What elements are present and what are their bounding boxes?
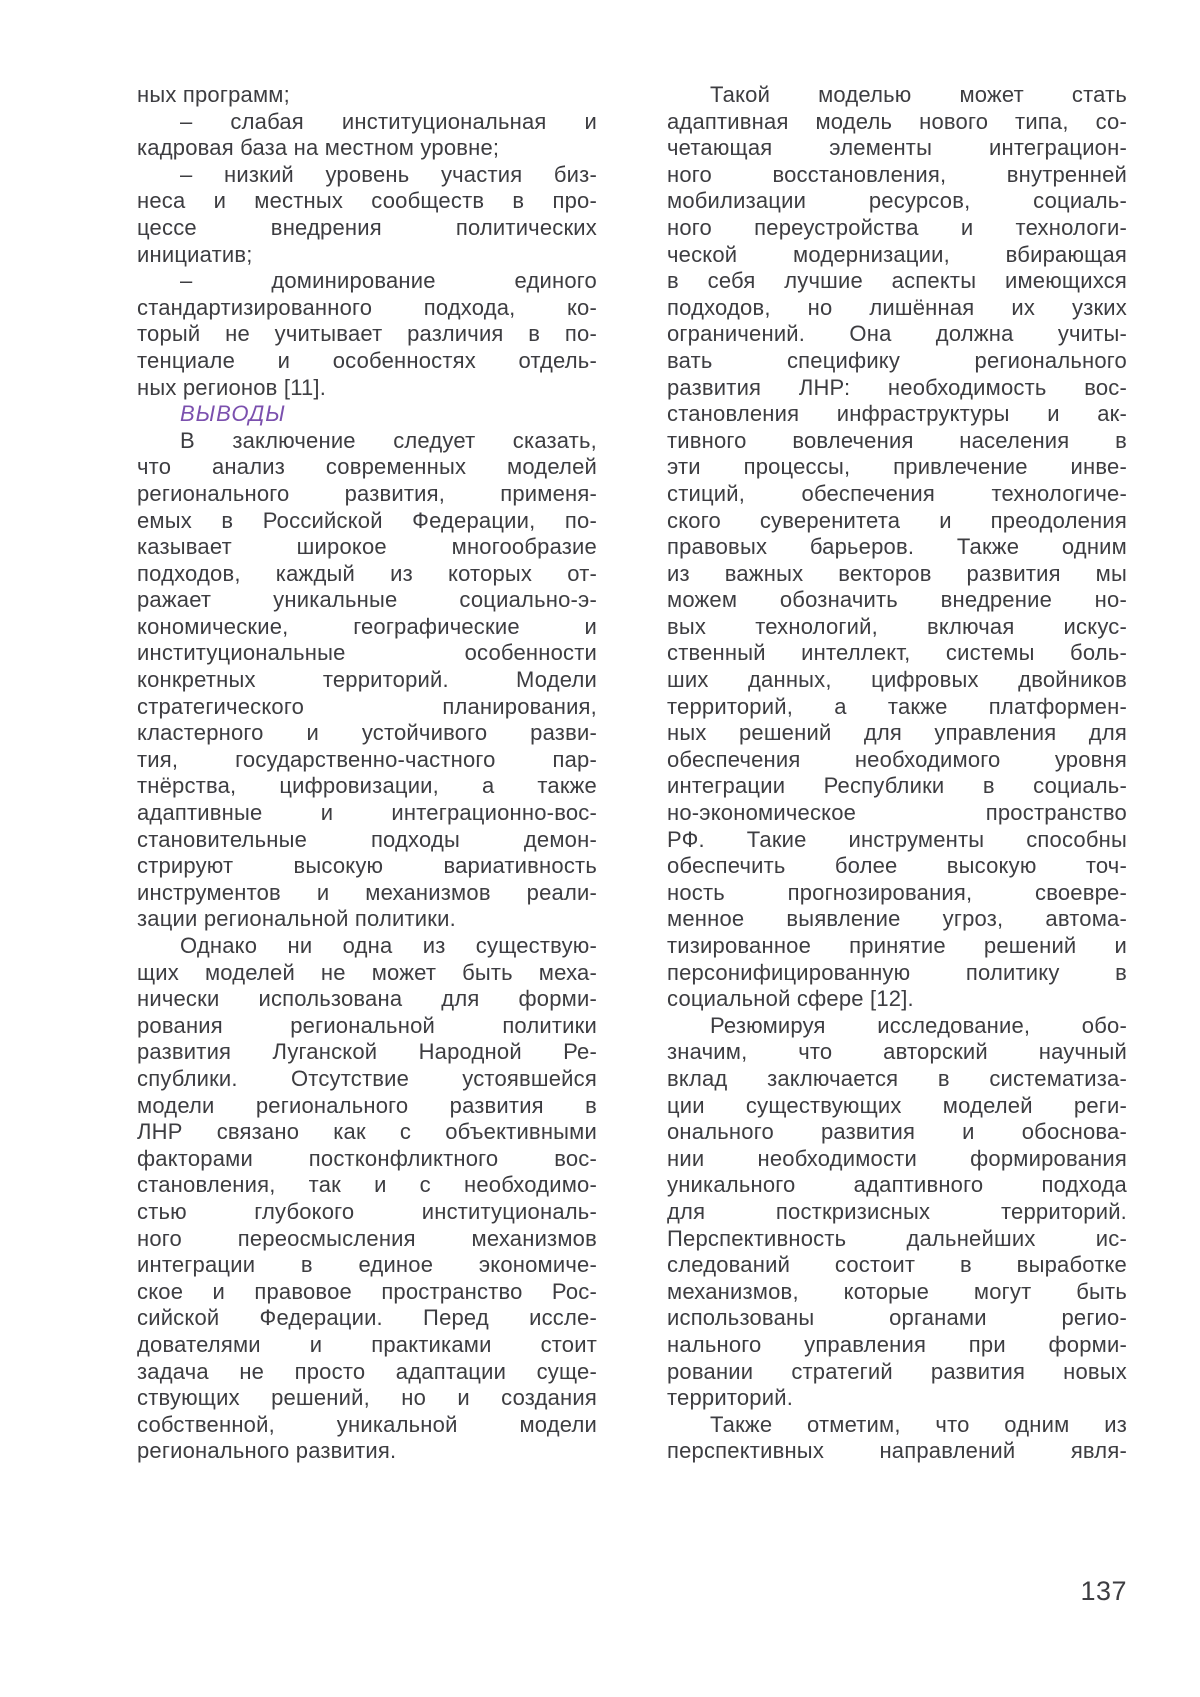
text-line: регионального развития. <box>137 1438 397 1464</box>
text-line: ных решений для управления для <box>667 720 1127 746</box>
text-line: становления, так и с необходимо- <box>137 1172 597 1198</box>
text-line: мобилизации ресурсов, социаль- <box>667 188 1127 214</box>
text-line: ных регионов [11]. <box>137 374 327 400</box>
text-line: уникального адаптивного подхода <box>667 1172 1127 1198</box>
text-line: можем обозначить внедрение но- <box>667 587 1127 613</box>
text-line: четающая элементы интеграцион- <box>667 135 1127 161</box>
text-line: ражает уникальные социально-э- <box>137 587 597 613</box>
text-line: адаптивные и интеграционно-вос- <box>137 800 597 826</box>
text-line: неса и местных сообществ в про- <box>137 188 597 214</box>
text-line: социальной сфере [12]. <box>667 986 914 1012</box>
text-line: становительные подходы демон- <box>137 826 597 852</box>
text-line: ствующих решений, но и создания <box>137 1385 597 1411</box>
text-line: подходов, но лишённая их узких <box>667 294 1127 320</box>
text-line: правовых барьеров. Также одним <box>667 534 1127 560</box>
text-line: Такой моделью может стать <box>710 82 1127 107</box>
text-line: – низкий уровень участия биз- <box>180 161 597 187</box>
text-line: казывает широкое многообразие <box>137 534 597 560</box>
text-line: обеспечить более высокую точ- <box>667 853 1127 879</box>
text-line: кластерного и устойчивого разви- <box>137 720 597 746</box>
text-line: использованы органами регио- <box>667 1305 1127 1331</box>
text-line: из важных векторов развития мы <box>667 560 1127 586</box>
text-line: Также отметим, что одним из <box>710 1411 1127 1437</box>
text-line: стандартизированного подхода, ко- <box>137 294 597 320</box>
text-line: подходов, каждый из которых от- <box>137 560 597 586</box>
text-line: щих моделей не может быть меха- <box>137 959 597 985</box>
text-line: ческой модернизации, вбирающая <box>667 241 1127 267</box>
text-line: институциональные особенности <box>137 640 597 666</box>
text-line: обеспечения необходимого уровня <box>667 746 1127 772</box>
text-line: кономические, географические и <box>137 613 597 639</box>
text-line: стратегического планирования, <box>137 693 597 719</box>
heading-text: ВЫВОДЫ <box>180 401 286 427</box>
text-line: ного переустройства и технологи- <box>667 214 1127 240</box>
text-line: онального развития и обоснова- <box>667 1119 1127 1145</box>
text-line: перспективных направлений явля- <box>667 1438 1127 1464</box>
right-column <box>667 82 1127 1465</box>
text-line: развития ЛНР: необходимость вос- <box>667 374 1127 400</box>
text-line: тенциале и особенностях отдель- <box>137 347 597 373</box>
text-line: ровании стратегий развития новых <box>667 1358 1127 1384</box>
text-line: кадровая база на местном уровне; <box>137 135 500 161</box>
text-line: собственной, уникальной модели <box>137 1411 597 1437</box>
text-line: факторами постконфликтного вос- <box>137 1145 597 1171</box>
text-line: тия, государственно-частного пар- <box>137 746 597 772</box>
text-line: тивного вовлечения населения в <box>667 427 1127 453</box>
text-line: инструментов и механизмов реали- <box>137 879 597 905</box>
text-line: торый не учитывает различия в по- <box>137 321 597 347</box>
text-line: Перспективность дальнейших ис- <box>667 1225 1127 1251</box>
page-number: 137 <box>1080 1576 1127 1606</box>
text-line: ших данных, цифровых двойников <box>667 667 1127 693</box>
text-line: нального управления при форми- <box>667 1331 1127 1357</box>
text-line: развития Луганской Народной Ре- <box>137 1039 597 1065</box>
text-line: ЛНР связано как с объективными <box>137 1119 597 1145</box>
text-line: тизированное принятие решений и <box>667 933 1127 958</box>
text-line: вклад заключается в систематиза- <box>667 1065 1127 1091</box>
text-line: ных программ; <box>137 82 290 107</box>
text-line: ции существующих моделей реги- <box>667 1092 1127 1118</box>
text-line: нии необходимости формирования <box>667 1145 1127 1171</box>
text-line: в себя лучшие аспекты имеющихся <box>667 268 1127 294</box>
text-line: Однако ни одна из существую- <box>180 933 597 958</box>
text-line: емых в Российской Федерации, по- <box>137 507 597 533</box>
paragraph <box>137 933 597 1465</box>
text-line: территорий, а также платформен- <box>667 693 1127 719</box>
paragraph <box>667 1412 1127 1465</box>
text-line: но-экономическое пространство <box>667 800 1127 826</box>
text-line: спублики. Отсутствие устоявшейся <box>137 1065 597 1091</box>
text-line: тнёрства, цифровизации, а также <box>137 773 597 799</box>
text-line: ного переосмысления механизмов <box>137 1225 597 1251</box>
text-line: дователями и практиками стоит <box>137 1331 597 1357</box>
text-line: эти процессы, привлечение инве- <box>667 454 1127 480</box>
left-column <box>137 82 597 1465</box>
text-line: вать специфику регионального <box>667 347 1127 373</box>
text-line: зации региональной политики. <box>137 906 456 932</box>
text-line: В заключение следует сказать, <box>180 427 597 453</box>
paragraph <box>137 162 597 268</box>
text-line: персонифицированную политику в <box>667 959 1127 985</box>
text-line: ность прогнозирования, своевре- <box>667 879 1127 905</box>
paragraph <box>137 268 597 401</box>
text-line: менное выявление угроз, автома- <box>667 906 1127 932</box>
paragraph <box>667 1013 1127 1412</box>
text-line: механизмов, которые могут быть <box>667 1278 1127 1304</box>
text-line: интеграции в единое экономиче- <box>137 1252 597 1278</box>
text-line: интеграции Республики в социаль- <box>667 773 1127 799</box>
paragraph <box>137 109 597 162</box>
paragraph <box>137 82 597 109</box>
text-line: конкретных территорий. Модели <box>137 667 597 693</box>
text-line: для посткризисных территорий. <box>667 1198 1127 1224</box>
text-line: стиций, обеспечения технологиче- <box>667 480 1127 506</box>
text-line: – слабая институциональная и <box>180 108 597 134</box>
text-line: модели регионального развития в <box>137 1092 597 1118</box>
text-line: что анализ современных моделей <box>137 454 597 480</box>
text-line: следований состоит в выработке <box>667 1252 1127 1278</box>
text-line: сийской Федерации. Перед иссле- <box>137 1305 597 1331</box>
text-line: стью глубокого институциональ- <box>137 1198 597 1224</box>
text-line: цессе внедрения политических <box>137 214 597 240</box>
text-line: территорий. <box>667 1385 794 1411</box>
text-line: ного восстановления, внутренней <box>667 161 1127 187</box>
section-heading <box>137 401 597 428</box>
text-line: ское и правовое пространство Рос- <box>137 1278 597 1304</box>
paragraph <box>667 82 1127 1013</box>
text-line: становления инфраструктуры и ак- <box>667 401 1127 427</box>
text-line: задача не просто адаптации суще- <box>137 1358 597 1384</box>
text-line: Резюмируя исследование, обо- <box>710 1012 1127 1038</box>
text-line: адаптивная модель нового типа, со- <box>667 108 1127 134</box>
text-line: РФ. Такие инструменты способны <box>667 826 1127 852</box>
text-line: ского суверенитета и преодоления <box>667 507 1127 533</box>
text-line: – доминирование единого <box>180 268 597 294</box>
text-line: инициатив; <box>137 241 253 267</box>
text-line: стрируют высокую вариативность <box>137 853 597 879</box>
text-line: рования региональной политики <box>137 1012 597 1038</box>
text-line: нически использована для форми- <box>137 986 597 1012</box>
text-line: ственный интеллект, системы боль- <box>667 640 1127 666</box>
text-line: вых технологий, включая искус- <box>667 613 1127 639</box>
text-line: значим, что авторский научный <box>667 1039 1127 1065</box>
text-line: регионального развития, применя- <box>137 480 597 506</box>
paragraph <box>137 428 597 933</box>
text-line: ограничений. Она должна учиты- <box>667 321 1127 347</box>
